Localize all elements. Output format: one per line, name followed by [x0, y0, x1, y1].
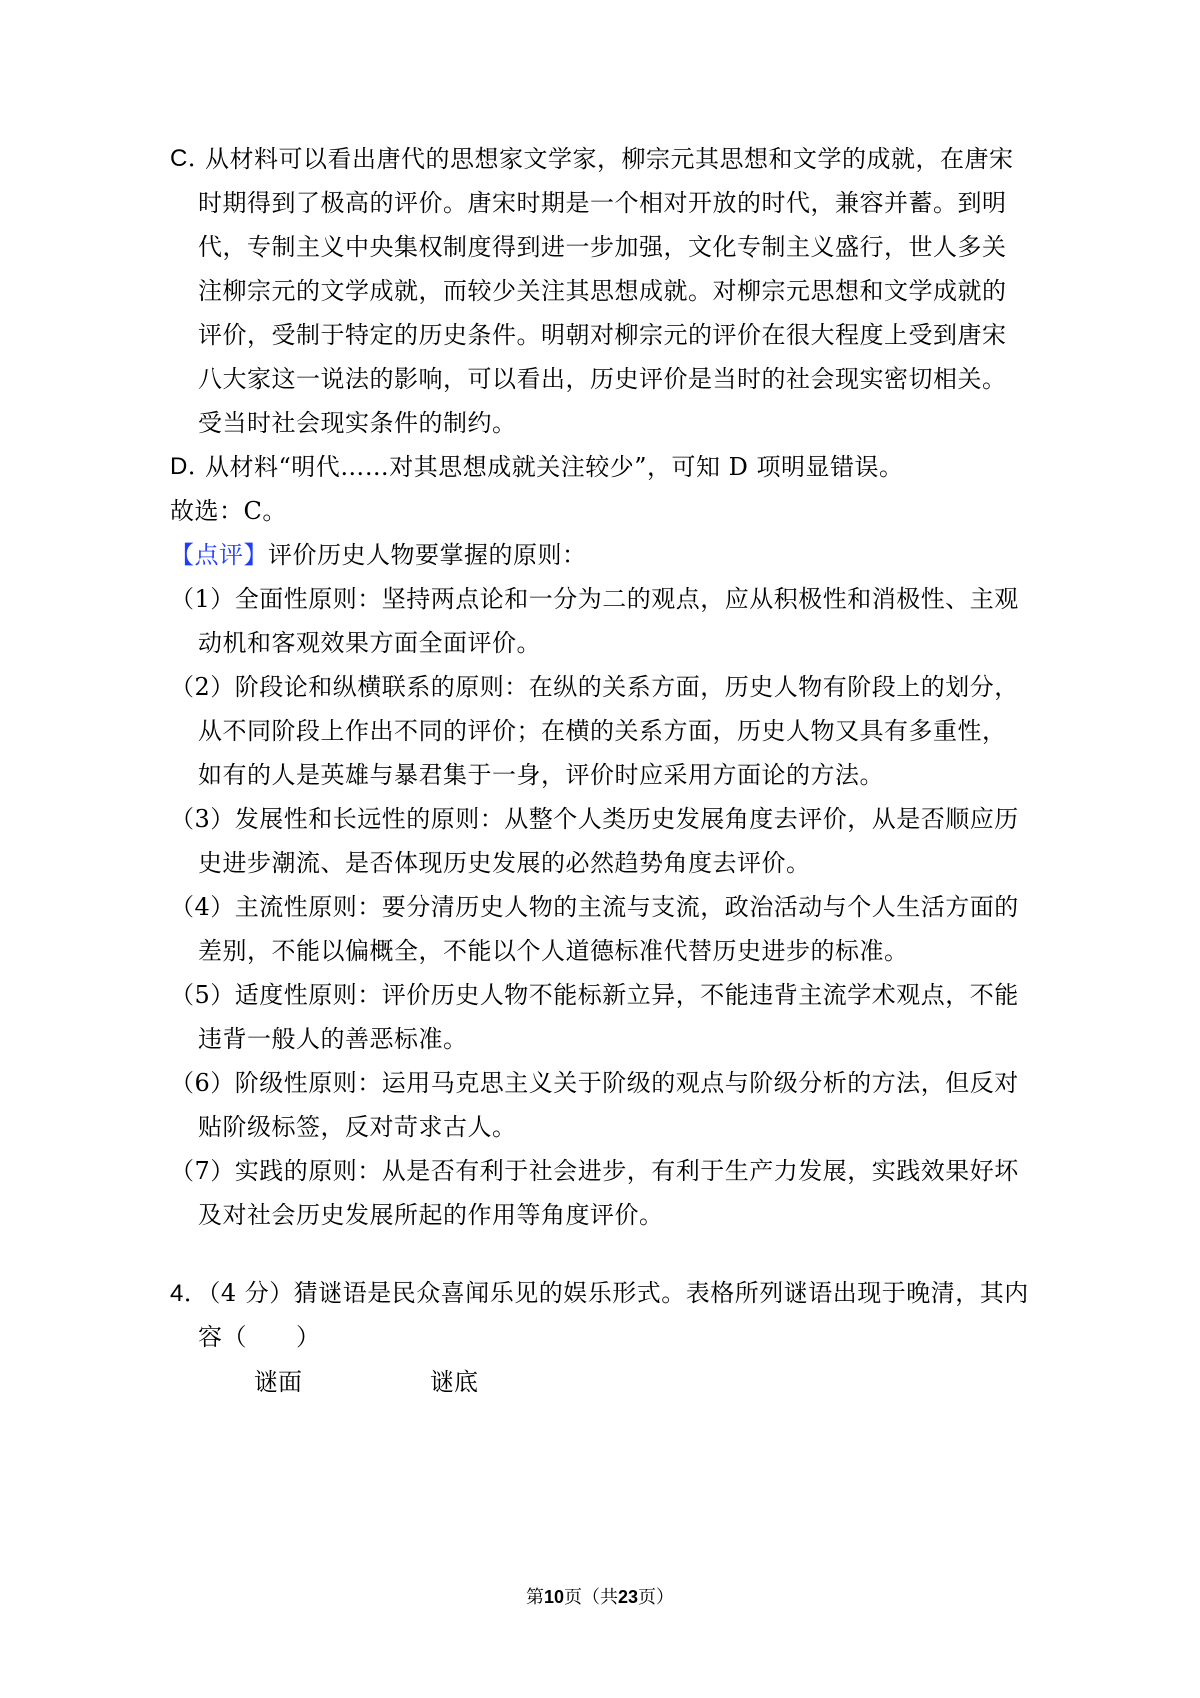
question-score: （4 分）: [208, 1279, 294, 1307]
principle-2-continuation: 从不同阶段上作出不同的评价；在横的关系方面，历史人物又具有多重性，: [198, 717, 1007, 745]
principle-text: 全面性原则：坚持两点论和一分为二的观点，应从积极性和消极性、主观: [234, 585, 1019, 613]
option-c-line: 代，专制主义中央集权制度得到进一步加强，文化专制主义盛行，世人多关: [198, 233, 1007, 261]
principle-text: 适度性原则：评价历史人物不能标新立异，不能违背主流学术观点，不能: [234, 981, 1019, 1009]
principle-text: 主流性原则：要分清历史人物的主流与支流，政治活动与个人生活方面的: [234, 893, 1019, 921]
question-4-stem: [170, 1278, 1029, 1309]
principle-7: [170, 1156, 1019, 1186]
principle-number: （3）: [170, 805, 235, 833]
principle-6-continuation: 贴阶级标签，反对苛求古人。: [198, 1113, 517, 1141]
principle-5: [170, 980, 1019, 1010]
option-c-line: 八大家这一说法的影响，可以看出，历史评价是当时的社会现实密切相关。: [198, 365, 1007, 393]
page-footer: [0, 1583, 1200, 1609]
question-4-stem-continuation: 容（ ）: [198, 1323, 321, 1351]
option-c-line: 受当时社会现实条件的制约。: [198, 409, 517, 437]
comment-text: 评价历史人物要掌握的原则：: [268, 541, 587, 569]
footer-prefix: 第: [525, 1587, 544, 1608]
footer-suffix: 页）: [638, 1587, 675, 1608]
option-d-marker: D．: [170, 453, 213, 480]
page-number: 10: [543, 1587, 564, 1607]
principle-1: [170, 584, 1019, 614]
question-number: 4．: [170, 1280, 209, 1307]
table-header-cell: 谜底: [430, 1368, 478, 1396]
option-c-marker: C．: [170, 145, 213, 172]
principle-number: （1）: [170, 585, 235, 613]
principle-4-continuation: 差别，不能以偏概全，不能以个人道德标准代替历史进步的标准。: [198, 937, 909, 965]
principle-number: （4）: [170, 893, 235, 921]
principle-4: [170, 892, 1019, 922]
principle-5-continuation: 违背一般人的善恶标准。: [198, 1025, 468, 1053]
principle-text: 阶级性原则：运用马克思主义关于阶级的观点与阶级分析的方法，但反对: [234, 1069, 1019, 1097]
principle-3-continuation: 史进步潮流、是否体现历史发展的必然趋势角度去评价。: [198, 849, 811, 877]
option-c-line: 评价，受制于特定的历史条件。明朝对柳宗元的评价在很大程度上受到唐宋: [198, 321, 1007, 349]
principle-number: （5）: [170, 981, 235, 1009]
page-total: 23: [618, 1587, 639, 1607]
principle-number: （2）: [170, 673, 235, 701]
principle-2: [170, 672, 1019, 702]
principle-7-continuation: 及对社会历史发展所起的作用等角度评价。: [198, 1201, 664, 1229]
principle-3: [170, 804, 1019, 834]
principle-number: （7）: [170, 1157, 235, 1185]
principle-2-continuation: 如有的人是英雄与暴君集于一身，评价时应采用方面论的方法。: [198, 761, 884, 789]
principle-text: 实践的原则：从是否有利于社会进步，有利于生产力发展，实践效果好坏: [234, 1157, 1019, 1185]
principle-1-continuation: 动机和客观效果方面全面评价。: [198, 629, 541, 657]
option-d-text: 从材料“明代……对其思想成就关注较少”，可知 D 项明显错误。: [205, 453, 904, 481]
footer-middle: 页（共: [564, 1587, 618, 1608]
principle-text: 阶段论和纵横联系的原则：在纵的关系方面，历史人物有阶段上的划分，: [234, 673, 1019, 701]
option-c-line: 时期得到了极高的评价。唐宋时期是一个相对开放的时代，兼容并蓄。到明: [198, 189, 1007, 217]
question-text: 猜谜语是民众喜闻乐见的娱乐形式。表格所列谜语出现于晚清，其内: [293, 1279, 1029, 1307]
comment-line: [170, 540, 587, 570]
principle-number: （6）: [170, 1069, 235, 1097]
option-c-line: 注柳宗元的文学成就，而较少关注其思想成就。对柳宗元思想和文学成就的: [198, 277, 1007, 305]
comment-tag: 【点评】: [170, 541, 268, 569]
table-header-cell: 谜面: [254, 1368, 302, 1396]
principle-6: [170, 1068, 1019, 1098]
option-c-line: 从材料可以看出唐代的思想家文学家，柳宗元其思想和文学的成就，在唐宋: [205, 145, 1014, 173]
answer-line: 故选：C。: [170, 497, 287, 525]
principle-text: 发展性和长远性的原则：从整个人类历史发展角度去评价，从是否顺应历: [234, 805, 1019, 833]
